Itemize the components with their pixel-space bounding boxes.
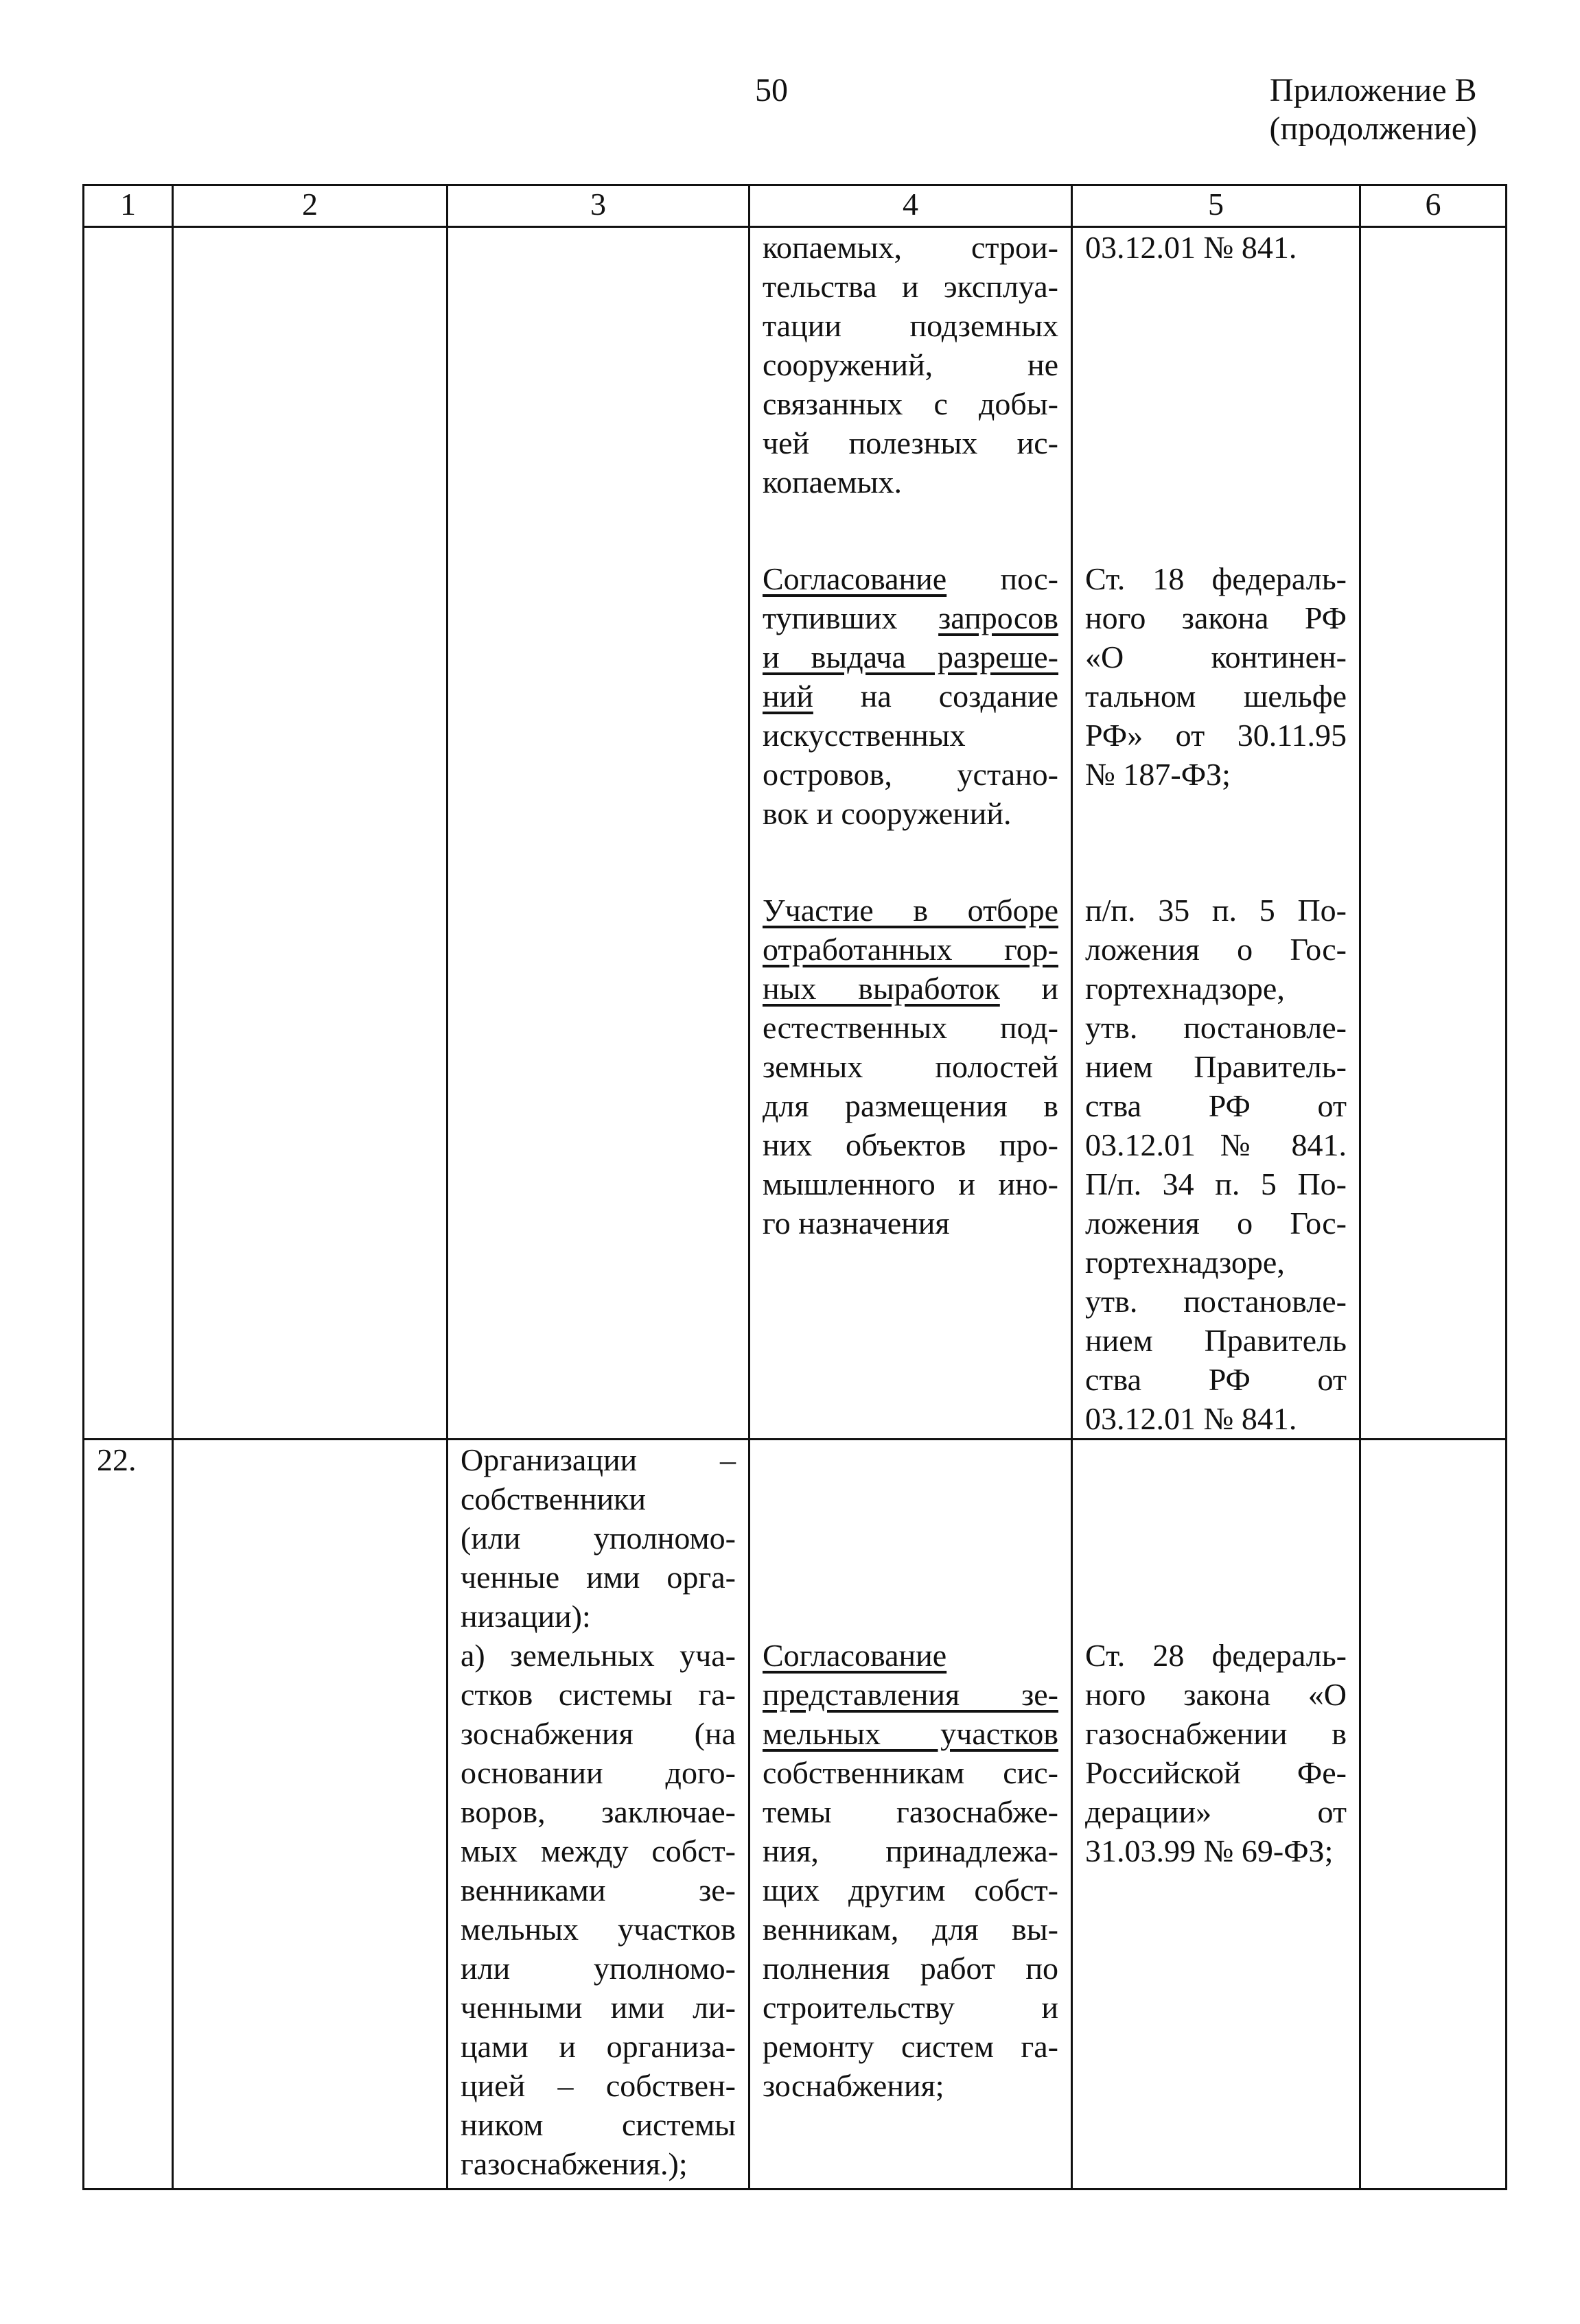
legal-block-1: [1085, 228, 1347, 267]
appendix-continuation: (продолжение): [1269, 110, 1477, 147]
text-line: гортехнадзоре,: [1085, 971, 1285, 1006]
text-line: низации):: [461, 1599, 591, 1634]
text-line: стков системы га-: [461, 1677, 736, 1712]
text-line: мельных участков: [461, 1912, 736, 1947]
text-line: островов, устано-: [763, 757, 1058, 792]
cell-number: 22.: [84, 1440, 173, 2190]
text-line: [763, 891, 1058, 930]
text-line: П/п. 34 п. 5 По-: [1085, 1166, 1347, 1201]
text-line: собственники: [461, 1481, 647, 1516]
cell-activity: [750, 227, 1072, 1440]
text-line: щих другим собст-: [763, 1873, 1058, 1908]
text-line: нием Правитель: [1085, 1323, 1347, 1358]
column-header-2: 2: [173, 185, 448, 227]
cell-activity: [750, 1440, 1072, 2190]
text-span: тупивших: [763, 600, 939, 635]
page-number: 50: [755, 72, 788, 108]
text-line: [763, 969, 1058, 1008]
text-line: копаемых.: [763, 465, 902, 500]
text-line: темы газоснабже-: [763, 1794, 1058, 1829]
text-line: или уполномо-: [461, 1951, 736, 1986]
column-header-6: 6: [1360, 185, 1507, 227]
activity-block-3: [763, 891, 1058, 1243]
text-line: [763, 637, 1058, 677]
text-line: Ст. 18 федераль-: [1085, 561, 1347, 596]
text-line: утв. постановле-: [1085, 1284, 1347, 1319]
appendix-label: [1269, 71, 1477, 148]
cell-legal-basis: [1072, 1440, 1360, 2190]
text-line: РФ» от 30.11.95: [1085, 718, 1347, 753]
underlined-text: мельных участков: [763, 1716, 1058, 1751]
text-line: [763, 598, 1058, 637]
legal-block-2: [1085, 559, 1347, 794]
text-line: го назначения: [763, 1206, 950, 1241]
text-line: Российской Фе-: [1085, 1755, 1347, 1790]
appendix-table: [82, 184, 1507, 2190]
text-line: п/п. 35 п. 5 По-: [1085, 893, 1347, 928]
text-line: ства РФ от: [1085, 1362, 1347, 1397]
text-line: [763, 930, 1058, 969]
table-row-continued: [84, 227, 1507, 1440]
activity-text: [763, 1636, 1058, 2105]
underlined-text: ний: [763, 679, 813, 714]
text-line: мышленного и ино-: [763, 1166, 1058, 1201]
column-number-row: [84, 185, 1507, 227]
underlined-text: ных выработок: [763, 971, 1000, 1006]
underlined-text: запросов: [938, 600, 1058, 635]
column-header-1: 1: [84, 185, 173, 227]
cell-number: [84, 227, 173, 1440]
text-span: пос-: [946, 561, 1058, 596]
cell-col2: [173, 1440, 448, 2190]
text-line: естественных под-: [763, 1010, 1058, 1045]
text-line: Организации –: [461, 1442, 736, 1477]
text-line: зоснабжения;: [763, 2068, 944, 2103]
text-line: полнения работ по: [763, 1951, 1058, 1986]
text-line: Ст. 28 федераль-: [1085, 1638, 1347, 1673]
appendix-title: Приложение В: [1269, 72, 1477, 108]
organization-text: [461, 1440, 736, 2183]
text-line: ного закона РФ: [1085, 600, 1347, 635]
underlined-text: Согласование: [763, 561, 947, 596]
text-line: [763, 1675, 1058, 1714]
cell-legal-basis: [1072, 227, 1360, 1440]
text-line: мых между собст-: [461, 1833, 736, 1868]
text-line: тации подземных: [763, 308, 1058, 343]
activity-block-2: [763, 559, 1058, 833]
text-line: ного закона «О: [1085, 1677, 1347, 1712]
text-line: ремонту систем га-: [763, 2029, 1058, 2064]
text-line: ложения о Гос-: [1085, 932, 1347, 967]
text-line: [763, 1714, 1058, 1753]
text-line: гортехнадзоре,: [1085, 1245, 1285, 1280]
text-line: 31.03.99 № 69-ФЗ;: [1085, 1833, 1334, 1868]
text-line: газоснабжении в: [1085, 1716, 1347, 1751]
text-line: дерации» от: [1085, 1794, 1347, 1829]
text-line: венникам, для вы-: [763, 1912, 1058, 1947]
text-line: утв. постановле-: [1085, 1010, 1347, 1045]
text-line: ния, принадлежа-: [763, 1833, 1058, 1868]
text-line: чей полезных ис-: [763, 425, 1058, 460]
text-line: копаемых, строи-: [763, 230, 1058, 265]
legal-block-3: [1085, 891, 1347, 1438]
text-line: 03.12.01 № 841.: [1085, 230, 1297, 265]
text-line: [763, 677, 1058, 716]
text-line: собственникам сис-: [763, 1755, 1058, 1790]
underlined-text: Участие в отборе: [763, 893, 1058, 928]
cell-col2: [173, 227, 448, 1440]
text-line: вок и сооружений.: [763, 796, 1012, 831]
text-line: нием Правитель-: [1085, 1049, 1347, 1084]
column-header-3: 3: [448, 185, 750, 227]
underlined-text: представления зе-: [763, 1677, 1058, 1712]
legal-text: [1085, 1636, 1347, 1870]
text-span: на создание: [813, 679, 1058, 714]
column-header-4: 4: [750, 185, 1072, 227]
text-line: [763, 1636, 1058, 1675]
text-span: и: [999, 971, 1058, 1006]
text-line: (или уполномо-: [461, 1521, 736, 1556]
text-line: земных полостей: [763, 1049, 1058, 1084]
underlined-text: отработанных гор-: [763, 932, 1058, 967]
text-line: № 187-ФЗ;: [1085, 757, 1231, 792]
text-line: цией – собствен-: [461, 2068, 736, 2103]
text-line: ченными ими ли-: [461, 1990, 736, 2025]
text-line: 03.12.01 № 841.: [1085, 1127, 1347, 1162]
text-line: [763, 559, 1058, 598]
text-line: основании дого-: [461, 1755, 736, 1790]
text-line: газоснабжения.);: [461, 2146, 688, 2181]
text-line: а) земельных уча-: [461, 1638, 736, 1673]
activity-block-1: [763, 228, 1058, 502]
text-line: ченные ими орга-: [461, 1560, 736, 1595]
text-line: связанных с добы-: [763, 386, 1058, 421]
cell-col6: [1360, 1440, 1507, 2190]
underlined-text: и выдача разреше-: [763, 639, 1058, 674]
text-line: 03.12.01 № 841.: [1085, 1401, 1297, 1436]
cell-organization: [448, 1440, 750, 2190]
text-line: зоснабжения (на: [461, 1716, 736, 1751]
text-line: тальном шельфе: [1085, 679, 1347, 714]
text-line: цами и организа-: [461, 2029, 736, 2064]
text-line: ства РФ от: [1085, 1088, 1347, 1123]
text-line: венниками зе-: [461, 1873, 736, 1908]
text-line: ником системы: [461, 2107, 736, 2142]
text-line: ложения о Гос-: [1085, 1206, 1347, 1241]
text-line: них объектов про-: [763, 1127, 1058, 1162]
column-header-5: 5: [1072, 185, 1360, 227]
text-line: воров, заключае-: [461, 1794, 736, 1829]
text-line: сооружений, не: [763, 347, 1058, 382]
text-line: «О континен-: [1085, 639, 1347, 674]
cell-col3: [448, 227, 750, 1440]
text-line: тельства и эксплуа-: [763, 269, 1058, 304]
table-row-22: [84, 1440, 1507, 2190]
text-line: искусственных: [763, 718, 966, 753]
text-line: для размещения в: [763, 1088, 1058, 1123]
text-line: строительству и: [763, 1990, 1058, 2025]
cell-col6: [1360, 227, 1507, 1440]
underlined-text: Согласование: [763, 1638, 947, 1673]
